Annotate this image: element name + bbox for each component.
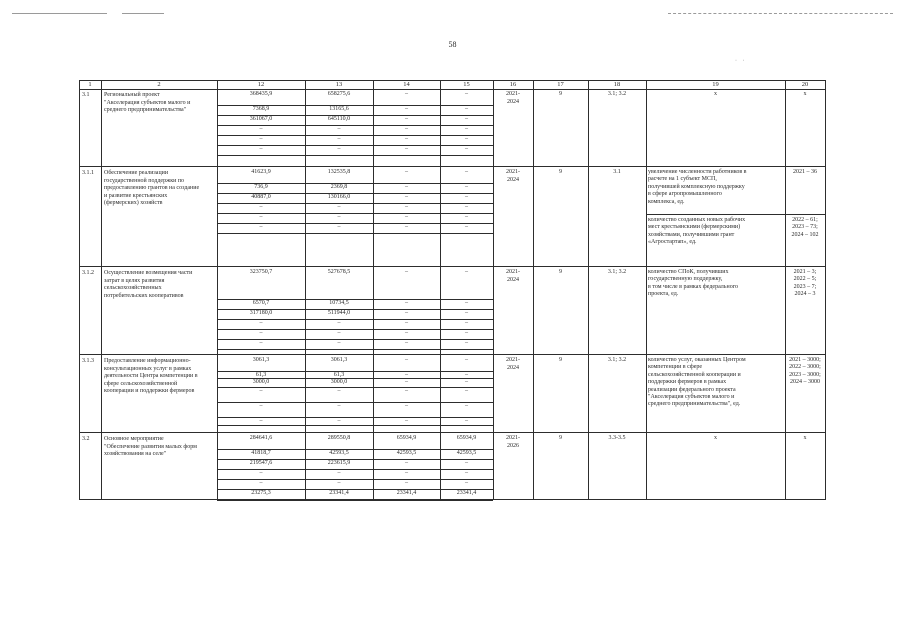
indicator-text: среднего предпринимательства", ед. [648, 401, 741, 408]
row-separator [79, 166, 825, 167]
financing-value: – [465, 310, 468, 316]
measure-name: кооперации и поддержки фермеров [104, 388, 195, 395]
financing-value: – [405, 184, 408, 190]
indicator-text: «Агростартап», ед. [648, 239, 697, 246]
period-years: 2026 [507, 443, 519, 449]
financing-value: – [465, 136, 468, 142]
financing-value: – [337, 126, 341, 132]
table-header-bottom [79, 89, 825, 90]
row-separator [79, 354, 825, 355]
row-number: 3.2 [82, 436, 90, 442]
row-separator [79, 432, 825, 433]
measure-name: "Акселерация субъектов малого и [104, 99, 191, 106]
indicator-value: 2024 – 3 [794, 291, 816, 298]
financing-value: – [465, 418, 468, 424]
column-header: 15 [463, 81, 470, 88]
indicator-reference: 3.1 [613, 169, 621, 175]
financing-value: – [337, 340, 341, 346]
period-years: 2021- [506, 169, 520, 175]
financing-value: 23341,4 [456, 490, 477, 496]
column-header: 13 [335, 81, 343, 88]
financing-value: – [465, 224, 468, 230]
indicator-value: 2022 – 5; [793, 276, 817, 283]
row-separator [79, 266, 825, 267]
financing-value: – [259, 214, 263, 220]
indicator-text: количество созданных новых рабочих [648, 217, 746, 223]
indicator-reference: 3.1; 3.2 [607, 269, 627, 275]
column-header: 1 [88, 81, 92, 88]
measure-name: среднего предпринимательства" [104, 107, 187, 114]
financing-value: – [405, 379, 408, 385]
indicator-text: в том числе в рамках федерального [648, 283, 739, 290]
financing-value: – [405, 169, 408, 175]
indicator-text: увеличение численности работников в [648, 169, 747, 175]
financing-value: – [337, 470, 341, 476]
column-17-value: 9 [559, 91, 562, 97]
column-17-value: 9 [559, 357, 562, 363]
financing-value: – [465, 194, 468, 200]
indicator-text: компетенции в сфере [648, 364, 703, 371]
indicator-value: х [803, 91, 807, 97]
financing-value: – [259, 403, 263, 409]
financing-value: 40887,0 [251, 194, 271, 200]
financing-value: – [465, 460, 468, 466]
financing-value: 368435,9 [249, 91, 273, 97]
period-years: 2021- [506, 435, 520, 441]
period-years: 2024 [507, 99, 519, 105]
column-header: 14 [403, 81, 410, 88]
indicator-text: проекта, ед. [648, 291, 679, 298]
measure-name: деятельности Центра компетенции в [104, 373, 198, 380]
column-header: 17 [557, 81, 564, 88]
financing-value: – [465, 269, 468, 275]
financing-value: – [259, 480, 263, 486]
indicator-value: 2021 – 36 [793, 169, 817, 175]
measure-name: консультационных услуг в рамках [104, 365, 192, 372]
indicator-text: х [714, 91, 717, 97]
indicator-value: 2023 – 3000; [789, 371, 821, 378]
financing-value: 65934,9 [456, 435, 477, 441]
financing-value: 23341,4 [329, 490, 349, 496]
measure-name: государственной поддержки по [104, 177, 185, 184]
financing-value: – [405, 194, 408, 200]
column-rule [101, 80, 102, 500]
financing-value: – [405, 126, 408, 132]
financing-value: 284641,6 [249, 435, 273, 441]
column-17-value: 9 [559, 269, 562, 275]
financing-value: – [259, 330, 263, 336]
financing-value: 23341,4 [396, 490, 417, 496]
indicator-reference: 3.3-3.5 [608, 435, 626, 441]
financing-value: – [465, 470, 468, 476]
financing-value: – [405, 372, 408, 378]
indicator-text: в сфере агропромышленного [648, 191, 722, 198]
page-number: 58 [448, 40, 457, 49]
measure-name: (фермерских) хозяйств [104, 200, 163, 207]
measure-name: затрат в целях развития [104, 277, 165, 284]
indicator-text: поддержки фермеров в рамках [648, 379, 727, 386]
financing-value: – [405, 91, 408, 97]
scan-edge-line [668, 13, 893, 14]
data-table [79, 80, 825, 500]
financing-value: 41818,7 [251, 450, 271, 456]
financing-value: – [405, 418, 408, 424]
financing-value: – [259, 224, 263, 230]
row-number: 3.1.3 [82, 358, 94, 364]
financing-value: 3000,0 [330, 379, 348, 385]
column-header: 18 [613, 81, 621, 88]
financing-value: – [465, 91, 468, 97]
financing-value: – [465, 116, 468, 122]
financing-value: – [465, 146, 468, 152]
row-number: 3.1.2 [82, 270, 94, 276]
financing-value: 736,9 [254, 184, 268, 190]
indicator-text: количество СПоК, получивших [648, 269, 729, 275]
column-rule [79, 80, 80, 500]
row-number: 3.1.1 [82, 170, 94, 176]
financing-value: 2369,8 [330, 184, 348, 190]
financing-value: – [337, 320, 341, 326]
financing-value: – [465, 204, 468, 210]
financing-value: 61,3 [333, 372, 345, 378]
financing-value: 7368,9 [252, 106, 270, 112]
measure-name: Основное мероприятие [104, 436, 164, 442]
financing-value: – [259, 418, 263, 424]
financing-subrow-line [217, 349, 493, 350]
financing-value: – [259, 340, 263, 346]
indicator-reference: 3.1; 3.2 [607, 357, 627, 363]
indicator-text: хозяйствами, получившими грант [648, 231, 735, 238]
financing-value: – [405, 269, 408, 275]
indicator-text: получившей комплексную поддержку [648, 183, 745, 190]
financing-value: 511944,0 [327, 310, 351, 316]
financing-value: – [465, 388, 468, 394]
financing-value: 132535,8 [327, 169, 351, 175]
financing-value: 130166,0 [327, 194, 351, 200]
financing-value: 13165,6 [329, 106, 349, 112]
financing-value: – [465, 480, 468, 486]
financing-value: – [337, 330, 341, 336]
measure-name: сфере сельскохозяйственной [104, 380, 178, 387]
period-years: 2024 [507, 365, 519, 371]
column-header: 20 [801, 81, 809, 88]
measure-name: потребительских кооперативов [104, 292, 184, 299]
financing-value: – [405, 224, 408, 230]
financing-value: 219547,6 [249, 460, 273, 466]
financing-value: – [405, 357, 408, 363]
financing-value: – [405, 106, 408, 112]
indicator-value: 2021 – 3; [793, 269, 817, 275]
financing-value: – [337, 388, 341, 394]
financing-value: 41623,9 [251, 169, 271, 175]
financing-value: – [337, 136, 341, 142]
financing-subrow-line [217, 500, 493, 501]
financing-value: – [465, 320, 468, 326]
column-rule [825, 80, 826, 500]
financing-value: – [405, 204, 408, 210]
financing-value: – [405, 310, 408, 316]
scan-edge-line [122, 13, 164, 14]
financing-value: 3061,3 [330, 357, 348, 363]
indicator-value: 2022 – 61; [792, 217, 818, 223]
financing-value: – [259, 136, 263, 142]
financing-value: – [405, 480, 408, 486]
financing-value: – [259, 470, 263, 476]
measure-name: хозяйствования на селе" [104, 451, 167, 458]
financing-value: 289550,8 [327, 435, 351, 441]
measure-name: сельскохозяйственных [104, 285, 162, 292]
financing-value: – [465, 106, 468, 112]
indicator-text: государственную поддержку, [648, 276, 723, 283]
financing-value: – [405, 470, 408, 476]
measure-name: предоставлению грантов на создание [104, 185, 200, 192]
indicator-text: комплекса, ед. [648, 198, 685, 205]
financing-subrow-line [217, 233, 493, 234]
row-number: 3.1 [82, 92, 90, 98]
period-years: 2024 [507, 177, 519, 183]
financing-value: 42593,5 [396, 450, 417, 456]
period-years: 2021- [506, 269, 520, 275]
indicator-value: 2021 – 3000; [789, 357, 821, 363]
financing-value: 658275,6 [327, 91, 351, 97]
financing-value: 65934,9 [396, 435, 417, 441]
measure-name: Региональный проект [104, 92, 160, 98]
financing-value: – [405, 388, 408, 394]
financing-subrow-line [217, 155, 493, 156]
financing-value: – [337, 204, 341, 210]
financing-value: – [405, 330, 408, 336]
financing-value: – [405, 116, 408, 122]
column-header: 12 [257, 81, 265, 88]
indicator-text: "Акселерация субъектов малого и [648, 394, 735, 400]
indicator-split-line [646, 214, 825, 215]
financing-value: – [259, 146, 263, 152]
measure-name: Осуществление возмещения части [104, 270, 193, 276]
financing-value: – [405, 146, 408, 152]
financing-value: – [259, 320, 263, 326]
indicator-value: 2024 – 102 [791, 231, 819, 238]
financing-value: – [259, 204, 263, 210]
financing-value: – [465, 403, 468, 409]
indicator-text: х [714, 435, 717, 441]
measure-name: "Обеспечение развития малых форм [104, 443, 197, 450]
financing-value: – [405, 214, 408, 220]
financing-value: – [337, 214, 341, 220]
financing-value: – [465, 300, 468, 306]
financing-value: – [465, 340, 468, 346]
financing-value: – [465, 126, 468, 132]
financing-value: 6570,7 [252, 300, 270, 306]
financing-value: – [465, 357, 468, 363]
indicator-value: 2023 – 73; [792, 224, 818, 231]
financing-value: – [337, 403, 341, 409]
financing-value: – [259, 126, 263, 132]
financing-value: 223615,9 [327, 460, 351, 466]
financing-value: – [259, 388, 263, 394]
indicator-reference: 3.1; 3.2 [607, 91, 627, 97]
financing-value: – [405, 460, 408, 466]
financing-value: – [337, 418, 341, 424]
indicator-text: сельскохозяйственной кооперации и [648, 371, 741, 378]
scan-edge-line [12, 13, 107, 14]
financing-value: – [405, 136, 408, 142]
column-17-value: 9 [559, 169, 562, 175]
financing-value: – [465, 379, 468, 385]
period-years: 2021- [506, 91, 520, 97]
financing-value: 317180,0 [249, 310, 273, 316]
financing-value: 527678,5 [327, 269, 351, 275]
column-17-value: 9 [559, 435, 562, 441]
financing-value: – [465, 184, 468, 190]
financing-value: – [465, 372, 468, 378]
financing-value: – [465, 330, 468, 336]
indicator-value: 2024 – 3000 [790, 379, 820, 386]
financing-value: 10734,5 [329, 300, 349, 306]
financing-value: 61,3 [255, 372, 267, 378]
measure-name: и развитие крестьянских [104, 192, 168, 199]
indicator-text: мест крестьянскими (фермерскими) [648, 224, 741, 231]
measure-name: Предоставление информационно- [104, 358, 191, 364]
indicator-value: 2023 – 7; [793, 283, 817, 290]
financing-value: 361067,0 [249, 116, 273, 122]
financing-value: 3061,3 [252, 357, 270, 363]
financing-value: – [465, 169, 468, 175]
financing-value: 3000,0 [252, 379, 270, 385]
financing-value: – [337, 480, 341, 486]
financing-value: – [405, 403, 408, 409]
financing-value: 42593,5 [329, 450, 349, 456]
period-years: 2024 [507, 277, 519, 283]
financing-value: 645110,0 [327, 116, 351, 122]
indicator-value: 2022 – 3000; [789, 364, 821, 371]
scan-speckle: · · [735, 58, 747, 64]
indicator-text: количество услуг, оказанных Центром [648, 357, 746, 363]
financing-value: 23275,3 [251, 490, 271, 496]
period-years: 2021- [506, 357, 520, 363]
column-header: 2 [157, 81, 161, 88]
column-header: 19 [712, 81, 719, 88]
financing-value: 323750,7 [249, 269, 273, 275]
measure-name: Обеспечение реализации [104, 170, 169, 176]
indicator-text: реализации федерального проекта [648, 386, 736, 393]
indicator-text: расчете на 1 субъект МСП, [648, 176, 717, 183]
financing-value: – [337, 146, 341, 152]
financing-value: – [405, 300, 408, 306]
financing-value: 42593,5 [456, 450, 477, 456]
financing-value: – [337, 224, 341, 230]
financing-value: – [465, 214, 468, 220]
financing-value: – [405, 320, 408, 326]
financing-value: – [405, 340, 408, 346]
column-header: 16 [509, 81, 517, 88]
indicator-value: х [803, 435, 807, 441]
